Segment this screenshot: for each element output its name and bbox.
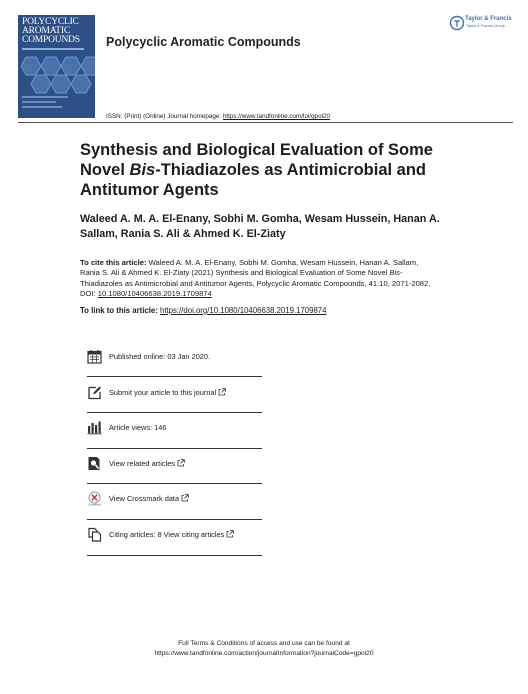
doi-link[interactable]: 10.1080/10406638.2019.1709874 — [97, 288, 212, 298]
cover-text-bar — [22, 96, 68, 98]
citing-documents-icon — [87, 527, 102, 542]
search-document-icon — [87, 456, 102, 471]
submit-article-link[interactable] — [109, 388, 226, 397]
cover-title-line: AROMATIC — [22, 26, 71, 36]
journal-cover — [18, 15, 95, 118]
related-articles-row[interactable] — [87, 452, 262, 478]
citation-block — [80, 258, 440, 299]
published-online-text: Published online: 03 Jan 2020. — [109, 352, 211, 361]
calendar-icon — [87, 349, 102, 364]
info-divider — [87, 555, 262, 556]
bar-chart-icon — [87, 420, 102, 435]
article-title — [80, 140, 460, 200]
title-text: -Thiadiazoles as Antimicrobial and Antitumor Agents — [80, 161, 426, 199]
published-online-row — [87, 345, 262, 371]
info-divider — [87, 376, 262, 377]
article-views-text: Article views: 146 — [109, 423, 167, 432]
cover-text-bar — [22, 106, 62, 108]
external-link-icon — [218, 388, 226, 396]
crossmark-text: View Crossmark data — [109, 494, 180, 503]
journal-homepage-link[interactable]: https://www.tandfonline.com/loi/gpol20 — [222, 113, 331, 120]
cite-text: -Thiadiazoles as Antimicrobial and Antitumor Agents, Polycyclic Aromatic Compounds, 41:10, 2071-2082, DOI: — [80, 268, 431, 298]
header-divider — [18, 122, 513, 123]
external-link-icon — [181, 494, 189, 502]
info-divider — [87, 519, 262, 520]
publisher-name: Taylor & Francis — [465, 16, 512, 22]
cover-text-bar — [22, 101, 56, 103]
crossmark-link[interactable] — [109, 494, 189, 503]
publisher-subtitle: Taylor & Francis Group — [466, 24, 505, 28]
citing-articles-row[interactable] — [87, 523, 262, 549]
info-divider — [87, 448, 262, 449]
edit-icon — [87, 385, 102, 400]
terms-footer — [0, 639, 528, 658]
terms-link[interactable]: https://www.tandfonline.com/action/journalInformation?journalCode=gpol20 — [154, 649, 374, 657]
article-views-row — [87, 416, 262, 442]
crossmark-row[interactable] — [87, 487, 262, 513]
link-label: To link to this article: — [80, 306, 160, 315]
external-link-icon — [177, 459, 185, 467]
terms-text: Full Terms & Conditions of access and use can be found at — [178, 640, 350, 647]
crossmark-icon — [87, 491, 102, 506]
citing-articles-text: Citing articles: 8 View citing articles — [109, 530, 225, 539]
crossmark-badge-text: CrossMark — [88, 503, 101, 506]
article-doi-link[interactable]: https://doi.org/10.1080/10406638.2019.1709874 — [160, 306, 327, 315]
submit-article-row[interactable] — [87, 381, 262, 407]
cite-text: Waleed A. M. A. El-Enany, Sobhi M. Gomha, Wesam Hussein, Hanan A. Sallam, Rania S. Ali & Ahmed K. El-Ziaty (2021) Synthesis and Biological Evaluation of Some Novel — [80, 258, 419, 278]
citing-articles-link[interactable] — [109, 530, 234, 539]
related-articles-text: View related articles — [109, 459, 175, 468]
title-text: Synthesis and Biological Evaluation of Some Novel — [80, 141, 433, 179]
hexagon-pattern-graphic — [18, 53, 95, 95]
cite-italic: Bis — [389, 268, 400, 278]
title-italic: Bis — [129, 161, 156, 179]
cover-title — [22, 18, 80, 45]
cover-subtitle-bar — [22, 48, 84, 50]
article-link-line — [80, 306, 326, 315]
cite-label: To cite this article: — [80, 258, 147, 267]
article-authors: Waleed A. M. A. El-Enany, Sobhi M. Gomha, Wesam Hussein, Hanan A. Sallam, Rania S. Ali & Ahmed K. El-Ziaty — [80, 213, 440, 240]
related-articles-link[interactable] — [109, 459, 185, 468]
info-divider — [87, 412, 262, 413]
issn-text: ISSN: (Print) (Online) Journal homepage: — [106, 113, 223, 120]
journal-name[interactable]: Polycyclic Aromatic Compounds — [106, 35, 301, 49]
submit-article-text: Submit your article to this journal — [109, 388, 217, 397]
cover-title-line: COMPOUNDS — [22, 35, 80, 45]
external-link-icon — [226, 530, 234, 538]
issn-line — [106, 113, 330, 120]
info-divider — [87, 483, 262, 484]
cover-title-line: POLYCYCLIC — [22, 17, 79, 27]
